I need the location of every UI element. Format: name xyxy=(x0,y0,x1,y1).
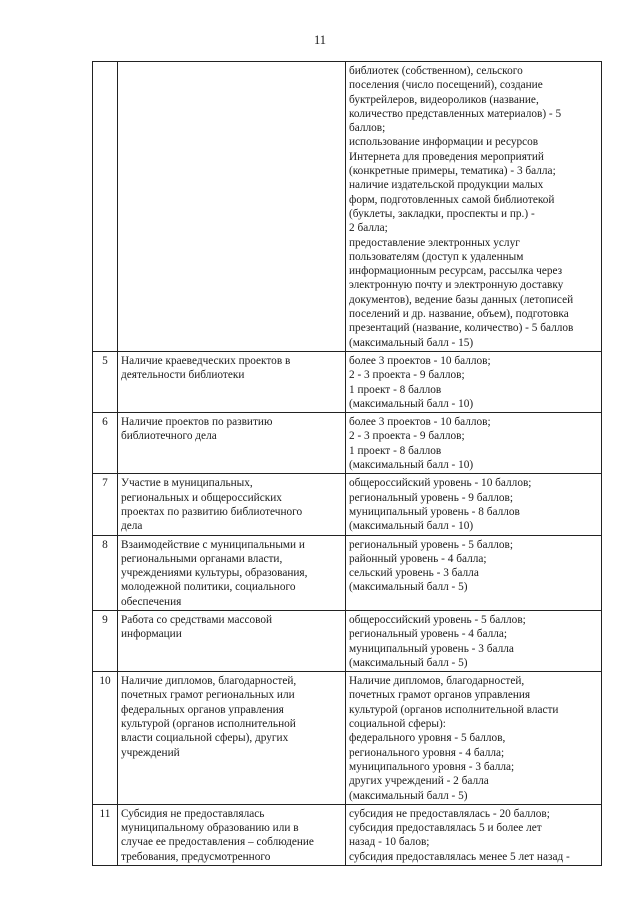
scoring-line: муниципальный уровень - 3 балла xyxy=(349,642,514,655)
scoring-cell xyxy=(346,535,602,610)
scoring-line: количество представленных материалов) - 5 xyxy=(349,107,562,120)
criterion-cell xyxy=(118,804,346,865)
scoring-line: региональный уровень - 5 баллов; xyxy=(349,538,514,551)
table-row xyxy=(93,413,602,474)
page-number: 11 xyxy=(313,33,327,47)
scoring-cell xyxy=(346,804,602,865)
criterion-line: почетных грамот региональных или xyxy=(121,689,295,702)
criterion-cell xyxy=(118,535,346,610)
scoring-line: 2 - 3 проекта - 9 баллов; xyxy=(349,369,465,382)
table-row xyxy=(93,351,602,412)
scoring-line: более 3 проектов - 10 баллов; xyxy=(349,416,491,429)
criterion-line: Субсидия не предоставлялась xyxy=(121,807,265,820)
scoring-line: общероссийский уровень - 10 баллов; xyxy=(349,477,532,490)
scoring-cell xyxy=(346,413,602,474)
criterion-cell xyxy=(118,413,346,474)
table-row xyxy=(93,535,602,610)
criterion-line: Наличие проектов по развитию xyxy=(121,416,273,429)
scoring-line: федерального уровня - 5 баллов, xyxy=(349,732,506,745)
table-row xyxy=(93,62,602,352)
scoring-cell xyxy=(346,474,602,535)
criterion-cell xyxy=(118,672,346,805)
scoring-line: информационным ресурсам, рассылка через xyxy=(349,265,563,278)
scoring-line: (максимальный балл - 5) xyxy=(349,789,468,802)
table-row xyxy=(93,474,602,535)
scoring-line: 1 проект - 8 баллов xyxy=(349,444,442,457)
scoring-line: Наличие дипломов, благодарностей, xyxy=(349,675,525,688)
scoring-line: субсидия предоставлялась 5 и более лет xyxy=(349,822,542,835)
scoring-cell xyxy=(346,610,602,671)
scoring-line: поселений и др. название, объем), подготовка xyxy=(349,308,569,321)
scoring-line: сельский уровень - 3 балла xyxy=(349,567,479,580)
criterion-line: Участие в муниципальных, xyxy=(121,477,253,490)
row-number: 10 xyxy=(93,672,118,805)
scoring-line: баллов; xyxy=(349,122,386,135)
criterion-line: учреждениями культуры, образования, xyxy=(121,567,308,580)
criterion-line: региональными органами власти, xyxy=(121,552,283,565)
criterion-line: власти социальной сферы), других xyxy=(121,732,289,745)
criterion-line: требования, предусмотренного xyxy=(121,850,271,863)
scoring-line: презентаций (название, количество) - 5 баллов xyxy=(349,322,574,335)
scoring-line: общероссийский уровень - 5 баллов; xyxy=(349,613,526,626)
row-number: 11 xyxy=(93,804,118,865)
scoring-cell xyxy=(346,62,602,352)
scoring-line: библиотек (собственном), сельского xyxy=(349,65,523,77)
row-number xyxy=(93,62,118,352)
criterion-line: молодежной политики, социального xyxy=(121,581,296,594)
criterion-line: муниципальному образованию или в xyxy=(121,822,299,835)
scoring-line: субсидия не предоставлялась - 20 баллов; xyxy=(349,807,550,820)
scoring-line: региональный уровень - 9 баллов; xyxy=(349,491,514,504)
scoring-line: региональный уровень - 4 балла; xyxy=(349,628,508,641)
criteria-table xyxy=(92,61,602,866)
criterion-line: Взаимодействие с муниципальными и xyxy=(121,538,305,551)
scoring-line: (максимальный балл - 15) xyxy=(349,336,474,349)
table-row xyxy=(93,610,602,671)
scoring-line: предоставление электронных услуг xyxy=(349,236,520,249)
scoring-line: почетных грамот органов управления xyxy=(349,689,531,702)
criterion-line: Наличие краеведческих проектов в xyxy=(121,354,291,367)
scoring-line: Интернета для проведения мероприятий xyxy=(349,150,544,163)
criterion-line: информации xyxy=(121,628,182,641)
scoring-line: (максимальный балл - 10) xyxy=(349,397,474,410)
row-number: 8 xyxy=(93,535,118,610)
scoring-line: более 3 проектов - 10 баллов; xyxy=(349,354,491,367)
criterion-line: Работа со средствами массовой xyxy=(121,613,273,626)
criterion-line: региональных и общероссийских xyxy=(121,491,282,504)
criterion-line: проектах по развитию библиотечного xyxy=(121,505,303,518)
scoring-line: муниципальный уровень - 8 баллов xyxy=(349,505,520,518)
criterion-line: федеральных органов управления xyxy=(121,703,284,716)
scoring-cell xyxy=(346,672,602,805)
criterion-line: случае ее предоставления – соблюдение xyxy=(121,836,314,849)
row-number: 5 xyxy=(93,351,118,412)
scoring-line: 1 проект - 8 баллов xyxy=(349,383,442,396)
scoring-line: (максимальный балл - 10) xyxy=(349,520,474,533)
criterion-line: Наличие дипломов, благодарностей, xyxy=(121,675,297,688)
criterion-line: дела xyxy=(121,520,143,533)
scoring-line: пользователям (доступ к удаленным xyxy=(349,250,524,263)
table-row xyxy=(93,804,602,865)
scoring-line: (буклеты, закладки, проспекты и пр.) - xyxy=(349,207,535,220)
criterion-cell xyxy=(118,351,346,412)
scoring-line: социальной сферы): xyxy=(349,718,446,731)
scoring-line: (максимальный балл - 5) xyxy=(349,656,468,669)
scoring-line: субсидия предоставлялась менее 5 лет назад - xyxy=(349,850,570,863)
row-number: 6 xyxy=(93,413,118,474)
table-row xyxy=(93,672,602,805)
scoring-line: наличие издательской продукции малых xyxy=(349,179,544,192)
scoring-line: других учреждений - 2 балла xyxy=(349,775,489,788)
scoring-line: (максимальный балл - 10) xyxy=(349,459,474,472)
scoring-line: форм, подготовленных самой библиотекой xyxy=(349,193,555,206)
scoring-line: буктрейлеров, видеороликов (название, xyxy=(349,93,539,106)
scoring-line: районный уровень - 4 балла; xyxy=(349,552,487,565)
scoring-line: назад - 10 балов; xyxy=(349,836,430,849)
scoring-line: использование информации и ресурсов xyxy=(349,136,539,149)
criterion-line: библиотечного дела xyxy=(121,430,217,443)
scoring-line: (максимальный балл - 5) xyxy=(349,581,468,594)
scoring-line: поселения (число посещений), создание xyxy=(349,79,543,92)
criterion-cell xyxy=(118,610,346,671)
scoring-line: (конкретные примеры, тематика) - 3 балла; xyxy=(349,165,556,178)
criterion-line: деятельности библиотеки xyxy=(121,369,245,382)
scoring-line: регионального уровня - 4 балла; xyxy=(349,746,505,759)
criterion-line: культурой (органов исполнительной xyxy=(121,718,296,731)
criterion-line: учреждений xyxy=(121,746,180,759)
criterion-cell xyxy=(118,474,346,535)
row-number: 7 xyxy=(93,474,118,535)
scoring-cell xyxy=(346,351,602,412)
scoring-line: документов), ведение базы данных (летописей xyxy=(349,293,574,306)
criterion-cell xyxy=(118,62,346,352)
criterion-line: обеспечения xyxy=(121,595,182,608)
scoring-line: 2 балла; xyxy=(349,222,388,235)
scoring-line: электронную почту и электронную доставку xyxy=(349,279,564,292)
scoring-line: культурой (органов исполнительной власти xyxy=(349,703,559,716)
scoring-line: 2 - 3 проекта - 9 баллов; xyxy=(349,430,465,443)
scoring-line: муниципального уровня - 3 балла; xyxy=(349,760,515,773)
row-number: 9 xyxy=(93,610,118,671)
